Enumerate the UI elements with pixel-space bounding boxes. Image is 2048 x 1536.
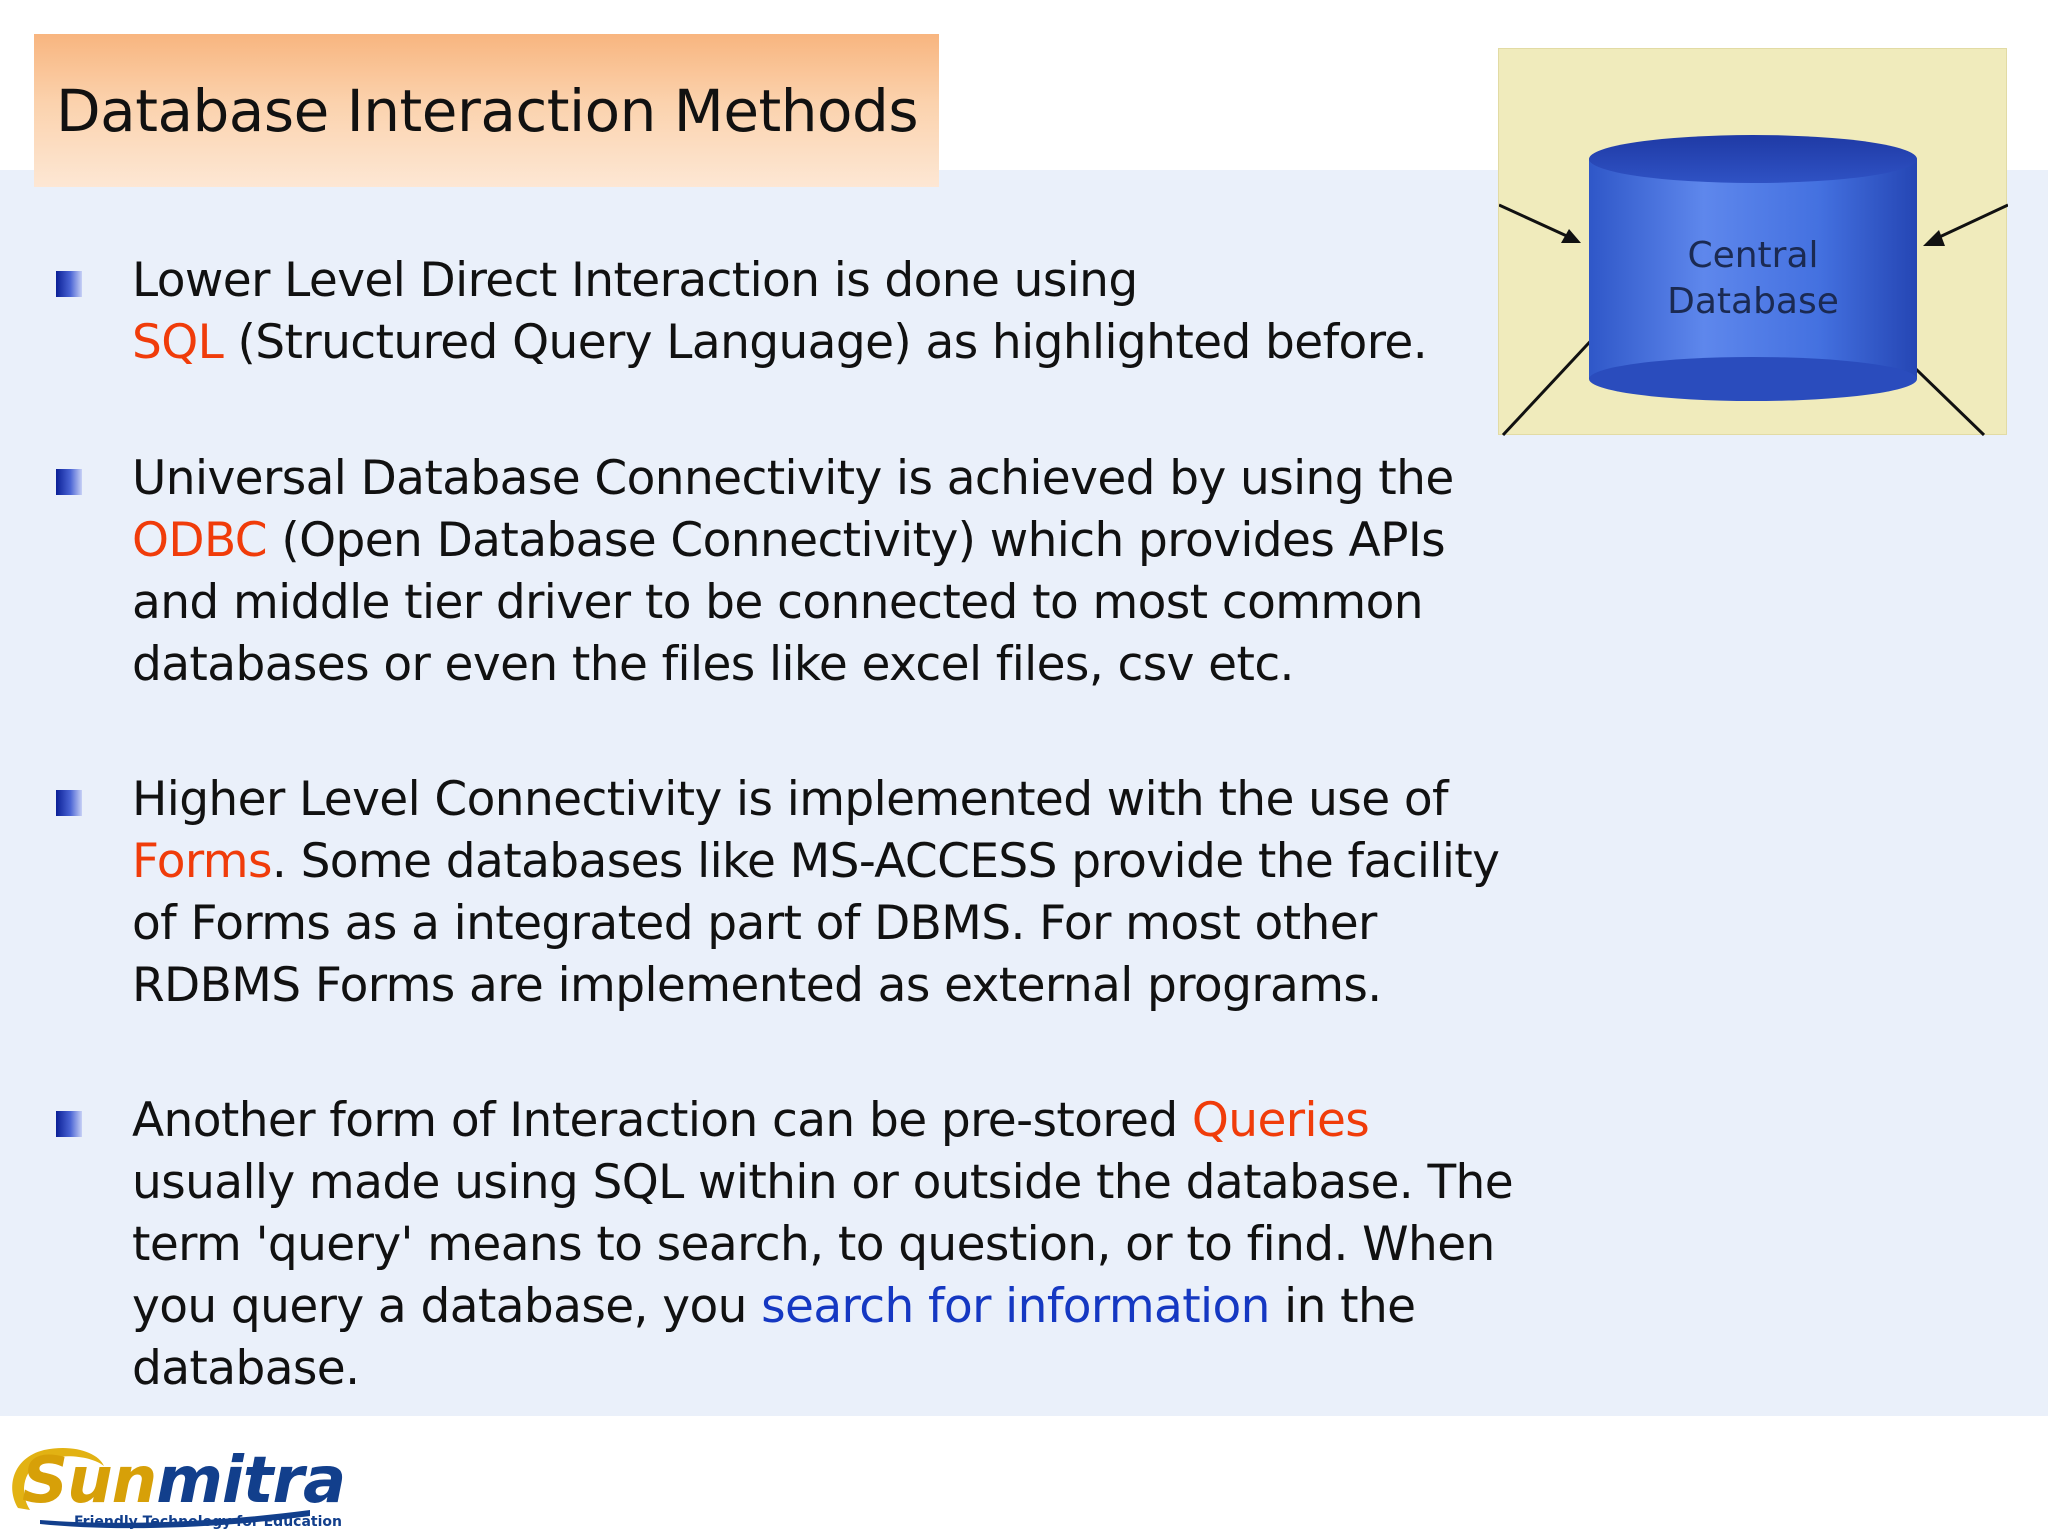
bullet-line xyxy=(132,1152,1592,1214)
bullet-text xyxy=(132,769,1592,1017)
database-label-line2: Database xyxy=(1667,281,1839,322)
central-database-figure xyxy=(1498,48,2007,435)
highlight-search-for-information: search for information xyxy=(761,1279,1270,1334)
text-run: databases or even the files like excel files, csv etc. xyxy=(132,637,1294,692)
bullet-square-icon xyxy=(56,790,82,816)
text-run: database. xyxy=(132,1341,360,1396)
text-run: RDBMS Forms are implemented as external programs. xyxy=(132,958,1382,1013)
bullet-line xyxy=(132,448,1592,510)
text-run: of Forms as a integrated part of DBMS. For most other xyxy=(132,896,1377,951)
logo-tagline: Friendly Technology for Education xyxy=(74,1514,342,1530)
bullet-line xyxy=(132,893,1592,955)
bullet-text xyxy=(132,448,1592,696)
bullet-line xyxy=(132,1338,1592,1400)
highlight-odbc: ODBC xyxy=(132,513,268,568)
bullet-line xyxy=(132,510,1592,572)
text-run: Universal Database Connectivity is achieved by using the xyxy=(132,451,1454,506)
bullet-line xyxy=(132,831,1592,893)
highlight-forms: Forms xyxy=(132,834,272,889)
logo-wordmark xyxy=(22,1444,345,1518)
database-cylinder-diagram xyxy=(1499,49,2008,436)
bullet-line xyxy=(132,955,1592,1017)
bullet-line xyxy=(132,1276,1592,1338)
bullet-square-icon xyxy=(56,469,82,495)
bullet-text xyxy=(132,1090,1592,1400)
slide-title: Database Interaction Methods xyxy=(56,76,919,145)
text-run: Higher Level Connectivity is implemented with the use of xyxy=(132,772,1448,827)
logo-brand-suffix: mitra xyxy=(156,1444,346,1518)
bullet-line xyxy=(132,572,1592,634)
sunmitra-logo xyxy=(0,1436,346,1536)
bullet-square-icon xyxy=(56,1111,82,1137)
text-run: usually made using SQL within or outside the database. The xyxy=(132,1155,1514,1210)
highlight-sql: SQL xyxy=(132,315,224,370)
bullet-line xyxy=(132,1214,1592,1276)
text-run: (Open Database Connectivity) which provides APIs xyxy=(267,513,1445,568)
bullet-line xyxy=(132,312,1592,374)
bullet-line xyxy=(132,769,1592,831)
highlight-queries: Queries xyxy=(1191,1093,1370,1148)
bullet-line xyxy=(132,1090,1592,1152)
text-run: Another form of Interaction can be pre-stored xyxy=(132,1093,1192,1148)
text-run: (Structured Query Language) as highlighted before. xyxy=(223,315,1428,370)
text-run: and middle tier driver to be connected to most common xyxy=(132,575,1423,630)
logo-brand-prefix: Sun xyxy=(22,1444,157,1518)
text-run: you query a database, you xyxy=(132,1279,762,1334)
bullet-line xyxy=(132,250,1592,312)
text-run: in the xyxy=(1269,1279,1416,1334)
arrow-top-right-icon xyxy=(1923,205,2008,246)
text-run: term 'query' means to search, to question, or to find. When xyxy=(132,1217,1495,1272)
database-label-line1: Central xyxy=(1687,235,1819,276)
bullet-text xyxy=(132,250,1592,374)
text-run: . Some databases like MS-ACCESS provide the facility xyxy=(271,834,1500,889)
bullet-square-icon xyxy=(56,271,82,297)
arrow-top-left-icon xyxy=(1499,205,1581,243)
text-run: Lower Level Direct Interaction is done using xyxy=(132,253,1138,308)
title-bar xyxy=(34,34,939,187)
bullet-line xyxy=(132,634,1592,696)
